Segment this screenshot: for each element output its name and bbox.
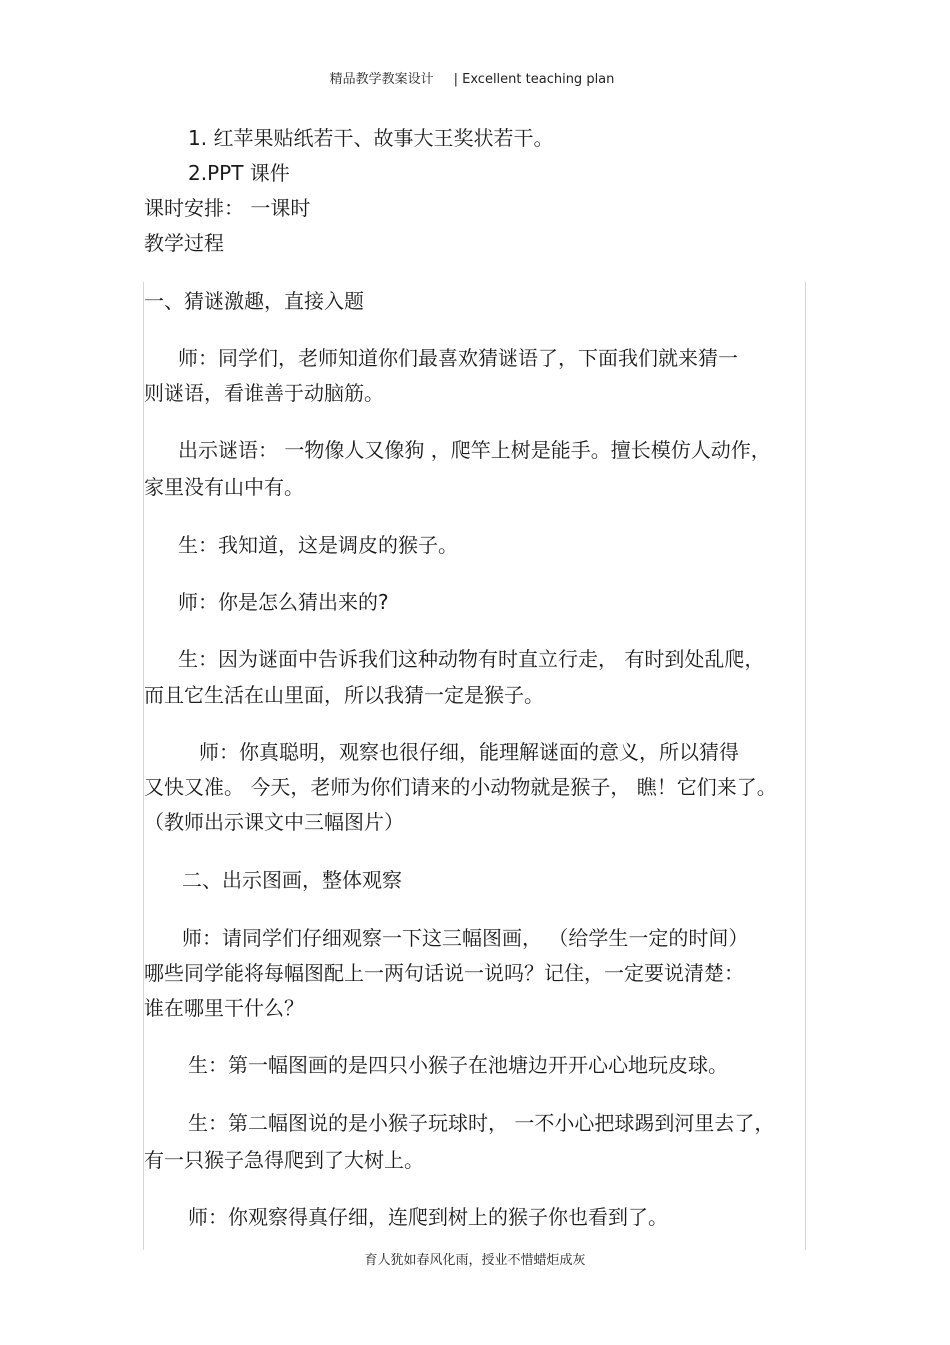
paragraph-4: 师：你是怎么猜出来的? [178, 590, 389, 614]
materials-item-1: 1. 红苹果贴纸若干、故事大王奖状若干。 [188, 126, 554, 150]
paragraph-1-line-2: 则谜语，看谁善于动脑筋。 [144, 381, 384, 405]
paragraph-6-line-2: 又快又准。 今天，老师为你们请来的小动物就是猴子， 瞧！它们来了。 [144, 775, 777, 799]
page-footer: 育人犹如春风化雨，授业不惜蜡炬成灰 [364, 1253, 586, 1268]
section-2-title: 二、出示图画，整体观察 [182, 868, 402, 892]
paragraph-7-line-1: 师：请同学们仔细观察一下这三幅图画， （给学生一定的时间） [182, 926, 749, 950]
schedule-line: 课时安排： 一课时 [144, 196, 311, 220]
paragraph-9-line-2: 有一只猴子急得爬到了大树上。 [144, 1148, 424, 1172]
paragraph-6-line-3: （教师出示课文中三幅图片） [144, 810, 404, 834]
paragraph-8: 生：第一幅图画的是四只小猴子在池塘边开开心心地玩皮球。 [188, 1053, 728, 1077]
materials-item-2: 2.PPT 课件 [188, 161, 290, 185]
header-subtitle: | Excellent teaching plan [453, 72, 615, 87]
paragraph-2-line-1: 出示谜语： 一物像人又像狗 ，爬竿上树是能手。擅长模仿人动作， [178, 438, 771, 462]
paragraph-3: 生：我知道，这是调皮的猴子。 [178, 533, 458, 557]
frame-right-border [805, 282, 806, 1250]
paragraph-1-line-1: 师：同学们，老师知道你们最喜欢猜谜语了，下面我们就来猜一 [178, 346, 738, 370]
paragraph-6-line-1: 师：你真聪明，观察也很仔细，能理解谜面的意义，所以猜得 [199, 740, 739, 764]
paragraph-7-line-2: 哪些同学能将每幅图配上一两句话说一说吗？记住，一定要说清楚： [144, 961, 744, 985]
paragraph-9-line-1: 生：第二幅图说的是小猴子玩球时， 一不小心把球踢到河里去了， [188, 1111, 775, 1135]
paragraph-10: 师：你观察得真仔细，连爬到树上的猴子你也看到了。 [188, 1205, 668, 1229]
page-header [0, 68, 950, 87]
paragraph-7-line-3: 谁在哪里干什么？ [144, 996, 304, 1020]
paragraph-5-line-2: 而且它生活在山里面，所以我猜一定是猴子。 [144, 683, 544, 707]
paragraph-2-line-2: 家里没有山中有。 [144, 475, 304, 499]
section-1-title: 一、猜谜激趣，直接入题 [144, 289, 364, 313]
paragraph-5-line-1: 生：因为谜面中告诉我们这种动物有时直立行走， 有时到处乱爬， [178, 647, 765, 671]
frame-left-border [143, 282, 144, 1250]
process-heading: 教学过程 [144, 231, 224, 255]
header-title: 精品教学教案设计 [329, 72, 434, 87]
